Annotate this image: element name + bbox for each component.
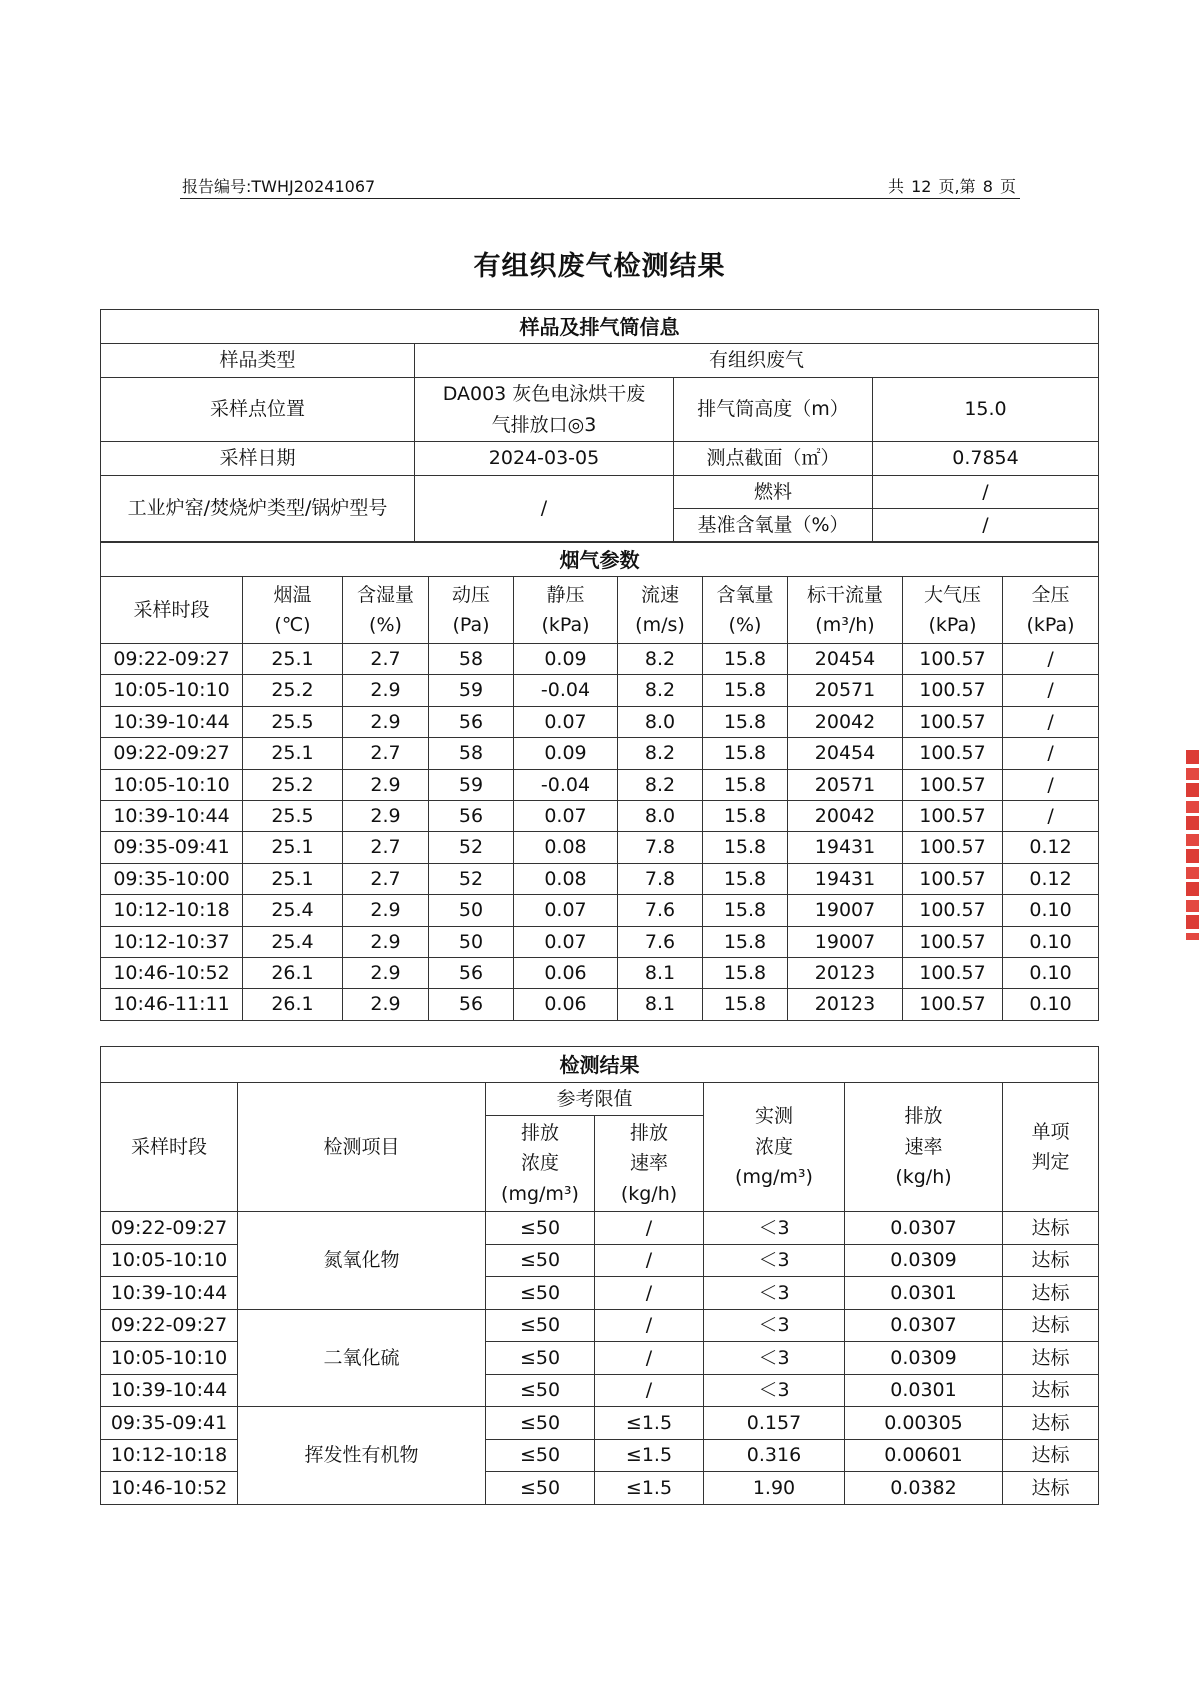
table-cell: 100.57 (903, 926, 1003, 957)
flue-gas-header-cell (788, 577, 903, 644)
table-cell: 0.0309 (845, 1244, 1003, 1277)
detection-item: 挥发性有机物 (238, 1407, 486, 1505)
table-cell: 58 (429, 644, 514, 675)
table-cell: 10:12-10:18 (101, 1439, 238, 1472)
header-name: 动压 (451, 583, 490, 606)
header-line: 浓度 (520, 1152, 559, 1175)
table-cell: 25.1 (243, 644, 343, 675)
table-cell: 25.5 (243, 800, 343, 831)
table-cell: 25.5 (243, 706, 343, 737)
table-cell: 7.8 (618, 832, 703, 863)
table-cell: 0.10 (1003, 926, 1099, 957)
table-cell: 09:22-09:27 (101, 1309, 238, 1342)
table-row (101, 832, 1099, 863)
table-cell: ≤50 (486, 1374, 595, 1407)
table-cell: 2.7 (343, 738, 429, 769)
table-cell: 0.157 (704, 1407, 845, 1440)
table-cell: 达标 (1003, 1277, 1099, 1310)
header-unit: (mg/m³) (735, 1166, 813, 1189)
table-row (101, 1212, 1099, 1245)
fuel-value: / (873, 476, 1099, 509)
table-cell: 09:35-09:41 (101, 1407, 238, 1440)
table-cell: 15.8 (703, 926, 788, 957)
table-cell: 达标 (1003, 1472, 1099, 1505)
table-cell: 0.0309 (845, 1342, 1003, 1375)
table-cell: 50 (429, 895, 514, 926)
table-cell: 0.10 (1003, 957, 1099, 988)
table-cell: 25.2 (243, 769, 343, 800)
table-cell: 0.09 (514, 738, 618, 769)
table-cell: -0.04 (514, 675, 618, 706)
results-section-title: 检测结果 (101, 1047, 1099, 1083)
table-cell: 15.8 (703, 957, 788, 988)
table-cell: 20571 (788, 675, 903, 706)
table-cell: 100.57 (903, 895, 1003, 926)
flue-gas-header-cell (429, 577, 514, 644)
table-row (101, 895, 1099, 926)
table-cell: 8.0 (618, 706, 703, 737)
table-cell: 52 (429, 863, 514, 894)
table-cell: 0.08 (514, 863, 618, 894)
table-cell: 59 (429, 769, 514, 800)
flue-gas-header-cell (243, 577, 343, 644)
table-cell: 7.6 (618, 926, 703, 957)
table-cell: 26.1 (243, 957, 343, 988)
flue-gas-section-title: 烟气参数 (101, 543, 1099, 577)
table-cell: 15.8 (703, 769, 788, 800)
table-cell: ≤50 (486, 1309, 595, 1342)
header-unit: (kPa) (1026, 614, 1075, 636)
results-header-reference-limit: 参考限值 (486, 1083, 704, 1116)
table-cell: 8.2 (618, 738, 703, 769)
header-line: 排放 (904, 1105, 943, 1128)
table-row (101, 1407, 1099, 1440)
table-cell: 0.0382 (845, 1472, 1003, 1505)
table-cell: 0.07 (514, 800, 618, 831)
header-unit: (kg/h) (895, 1166, 952, 1189)
table-cell: / (1003, 644, 1099, 675)
table-cell: 8.2 (618, 675, 703, 706)
table-cell: 19007 (788, 926, 903, 957)
header-unit: (Pa) (452, 614, 490, 636)
table-cell: 10:05-10:10 (101, 675, 243, 706)
table-cell: ≤50 (486, 1407, 595, 1440)
table-cell: 56 (429, 706, 514, 737)
header-line: 速率 (629, 1152, 668, 1175)
table-cell: 15.8 (703, 675, 788, 706)
table-row (101, 644, 1099, 675)
table-cell: 0.00601 (845, 1439, 1003, 1472)
table-cell: 10:46-11:11 (101, 989, 243, 1020)
table-cell: 100.57 (903, 644, 1003, 675)
table-cell: / (1003, 738, 1099, 769)
table-cell: 7.6 (618, 895, 703, 926)
stack-height-label: 排气筒高度（m） (674, 378, 873, 442)
table-row (101, 675, 1099, 706)
table-cell: ＜3 (704, 1374, 845, 1407)
results-body (101, 1212, 1099, 1505)
table-cell: ＜3 (704, 1342, 845, 1375)
table-cell: / (595, 1374, 704, 1407)
table-cell: 15.8 (703, 800, 788, 831)
flue-gas-body (101, 644, 1099, 1021)
table-cell: 15.8 (703, 989, 788, 1020)
results-header-time: 采样时段 (101, 1083, 238, 1212)
table-cell: 100.57 (903, 863, 1003, 894)
table-cell: / (1003, 800, 1099, 831)
table-cell: 2.9 (343, 706, 429, 737)
table-cell: 0.07 (514, 706, 618, 737)
table-cell: 10:12-10:18 (101, 895, 243, 926)
results-header-measured-conc (704, 1083, 845, 1212)
table-cell: 56 (429, 957, 514, 988)
table-cell: 100.57 (903, 832, 1003, 863)
table-cell: 09:35-10:00 (101, 863, 243, 894)
table-cell: 19431 (788, 863, 903, 894)
table-cell: 2.9 (343, 989, 429, 1020)
table-cell: 25.4 (243, 926, 343, 957)
table-row (101, 957, 1099, 988)
table-cell: 20123 (788, 989, 903, 1020)
table-cell: / (1003, 675, 1099, 706)
table-cell: 2.9 (343, 926, 429, 957)
page-title: 有组织废气检测结果 (473, 251, 726, 282)
table-cell: ≤50 (486, 1342, 595, 1375)
table-cell: ≤50 (486, 1439, 595, 1472)
table-cell: ≤50 (486, 1212, 595, 1245)
table-cell: 25.1 (243, 738, 343, 769)
header-name: 流速 (640, 583, 679, 606)
table-cell: 15.8 (703, 706, 788, 737)
header-unit: (%) (369, 614, 402, 636)
table-cell: 达标 (1003, 1342, 1099, 1375)
results-table (100, 1046, 1099, 1505)
header-name: 采样时段 (133, 598, 210, 621)
header-line: 排放 (520, 1121, 559, 1144)
flue-gas-header-cell (343, 577, 429, 644)
table-cell: 0.10 (1003, 895, 1099, 926)
table-cell: 19007 (788, 895, 903, 926)
table-row (101, 926, 1099, 957)
base-oxygen-value: / (873, 509, 1099, 542)
table-cell: 20123 (788, 957, 903, 988)
results-header-item: 检测项目 (238, 1083, 486, 1212)
table-cell: ＜3 (704, 1277, 845, 1310)
table-cell: 09:22-09:27 (101, 644, 243, 675)
table-cell: 09:22-09:27 (101, 738, 243, 769)
sampling-date-value: 2024-03-05 (415, 442, 674, 476)
table-cell: -0.04 (514, 769, 618, 800)
table-cell: 0.06 (514, 989, 618, 1020)
table-cell: 2.7 (343, 644, 429, 675)
header-name: 静压 (546, 583, 585, 606)
base-oxygen-label: 基准含氧量（%） (674, 509, 873, 542)
header-unit: (m³/h) (815, 614, 875, 636)
header-name: 含氧量 (716, 583, 774, 606)
location-value-line1: DA003 灰色电泳烘干废 (442, 383, 646, 406)
sample-type-value: 有组织废气 (415, 344, 1099, 378)
flue-gas-header-cell (1003, 577, 1099, 644)
table-cell: 10:39-10:44 (101, 706, 243, 737)
table-cell: / (595, 1277, 704, 1310)
table-cell: 10:46-10:52 (101, 957, 243, 988)
table-cell: 0.12 (1003, 832, 1099, 863)
table-cell: 100.57 (903, 769, 1003, 800)
section-area-value: 0.7854 (873, 442, 1099, 476)
table-cell: ≤50 (486, 1277, 595, 1310)
stack-height-value: 15.0 (873, 378, 1099, 442)
table-cell: 8.2 (618, 644, 703, 675)
table-cell: 10:05-10:10 (101, 1342, 238, 1375)
table-cell: 0.07 (514, 926, 618, 957)
table-cell: 52 (429, 832, 514, 863)
header-unit: (m/s) (635, 614, 685, 636)
table-row (101, 706, 1099, 737)
header-name: 烟温 (273, 583, 312, 606)
table-row (101, 989, 1099, 1020)
table-cell: 09:35-09:41 (101, 832, 243, 863)
header-line: 判定 (1031, 1151, 1070, 1173)
table-cell: 10:39-10:44 (101, 800, 243, 831)
table-cell: 0.10 (1003, 989, 1099, 1020)
table-cell: 达标 (1003, 1407, 1099, 1440)
table-cell: 0.12 (1003, 863, 1099, 894)
detection-item: 二氧化硫 (238, 1309, 486, 1407)
table-cell: 0.08 (514, 832, 618, 863)
table-cell: 0.316 (704, 1439, 845, 1472)
flue-gas-header-row (101, 577, 1099, 644)
table-cell: / (595, 1309, 704, 1342)
table-cell: / (595, 1244, 704, 1277)
table-cell: ≤1.5 (595, 1407, 704, 1440)
header-name: 大气压 (923, 583, 981, 606)
table-cell: 50 (429, 926, 514, 957)
report-number: 报告编号:TWHJ20241067 (182, 177, 376, 196)
table-cell: 10:12-10:37 (101, 926, 243, 957)
table-cell: 0.06 (514, 957, 618, 988)
header-name: 全压 (1031, 583, 1070, 606)
table-cell: 0.09 (514, 644, 618, 675)
table-cell: 8.2 (618, 769, 703, 800)
table-cell: / (1003, 769, 1099, 800)
table-cell: / (1003, 706, 1099, 737)
table-cell: 8.1 (618, 957, 703, 988)
header-unit: (kg/h) (620, 1182, 678, 1205)
results-header-emission-rate (845, 1083, 1003, 1212)
table-cell: 达标 (1003, 1439, 1099, 1472)
header-unit: (kPa) (928, 614, 977, 636)
table-cell: 15.8 (703, 644, 788, 675)
table-cell: 2.9 (343, 957, 429, 988)
table-cell: 2.9 (343, 800, 429, 831)
table-cell: 10:05-10:10 (101, 1244, 238, 1277)
table-cell: 8.0 (618, 800, 703, 831)
table-cell: 56 (429, 800, 514, 831)
table-cell: 09:22-09:27 (101, 1212, 238, 1245)
table-cell: 100.57 (903, 675, 1003, 706)
header-unit: (%) (728, 614, 762, 636)
results-header-limit-rate (595, 1116, 704, 1212)
sample-info-section-title: 样品及排气筒信息 (101, 310, 1099, 344)
header-unit: (℃) (274, 614, 311, 636)
table-cell: 10:46-10:52 (101, 1472, 238, 1505)
table-cell: 20042 (788, 800, 903, 831)
table-cell: 25.4 (243, 895, 343, 926)
table-cell: 20454 (788, 644, 903, 675)
location-value (415, 378, 674, 442)
flue-gas-header-cell (618, 577, 703, 644)
sampling-date-label: 采样日期 (101, 442, 415, 476)
table-cell: 15.8 (703, 832, 788, 863)
table-cell: ＜3 (704, 1244, 845, 1277)
table-cell: 0.0301 (845, 1374, 1003, 1407)
table-cell: 10:05-10:10 (101, 769, 243, 800)
header-unit: (mg/m³) (501, 1182, 579, 1205)
page-info: 共 12 页,第 8 页 (888, 177, 1016, 196)
section-area-label: 测点截面（㎡） (674, 442, 873, 476)
fuel-label: 燃料 (674, 476, 873, 509)
table-cell: 100.57 (903, 957, 1003, 988)
table-cell: 达标 (1003, 1374, 1099, 1407)
table-cell: ＜3 (704, 1309, 845, 1342)
table-cell: 20454 (788, 738, 903, 769)
table-cell: 25.2 (243, 675, 343, 706)
table-cell: 达标 (1003, 1244, 1099, 1277)
results-header-limit-conc (486, 1116, 595, 1212)
location-label: 采样点位置 (101, 378, 415, 442)
sample-type-label: 样品类型 (101, 344, 415, 378)
table-cell: ＜3 (704, 1212, 845, 1245)
header-line: 速率 (904, 1135, 943, 1158)
table-cell: 58 (429, 738, 514, 769)
flue-gas-header-cell (514, 577, 618, 644)
table-cell: 19431 (788, 832, 903, 863)
table-cell: 10:39-10:44 (101, 1374, 238, 1407)
table-cell: ≤1.5 (595, 1439, 704, 1472)
flue-gas-table (100, 542, 1099, 1021)
location-value-line2: 气排放口◎3 (491, 413, 597, 436)
table-cell: 26.1 (243, 989, 343, 1020)
table-cell: 8.1 (618, 989, 703, 1020)
furnace-type-value: / (415, 476, 674, 542)
header-line: 排放 (629, 1121, 668, 1144)
table-cell: 0.00305 (845, 1407, 1003, 1440)
table-cell: 0.0307 (845, 1212, 1003, 1245)
table-cell: 56 (429, 989, 514, 1020)
table-cell: ≤1.5 (595, 1472, 704, 1505)
table-cell: 100.57 (903, 800, 1003, 831)
detection-item: 氮氧化物 (238, 1212, 486, 1310)
table-cell: 25.1 (243, 832, 343, 863)
table-cell: 0.0307 (845, 1309, 1003, 1342)
table-cell: 2.9 (343, 895, 429, 926)
furnace-type-label: 工业炉窑/焚烧炉类型/锅炉型号 (101, 476, 415, 542)
header-line: 单项 (1031, 1120, 1070, 1143)
table-cell: ≤50 (486, 1472, 595, 1505)
header-line: 实测 (754, 1105, 793, 1128)
red-seal-stamp (1186, 750, 1199, 940)
table-row (101, 738, 1099, 769)
table-cell: 59 (429, 675, 514, 706)
table-cell: 100.57 (903, 738, 1003, 769)
table-cell: 15.8 (703, 738, 788, 769)
table-cell: 7.8 (618, 863, 703, 894)
flue-gas-header-cell (101, 577, 243, 644)
header-unit: (kPa) (541, 614, 590, 636)
table-cell: 达标 (1003, 1212, 1099, 1245)
table-cell: 100.57 (903, 706, 1003, 737)
table-cell: ≤50 (486, 1244, 595, 1277)
table-row (101, 1309, 1099, 1342)
table-cell: 15.8 (703, 863, 788, 894)
table-cell: 0.0301 (845, 1277, 1003, 1310)
flue-gas-header-cell (703, 577, 788, 644)
flue-gas-header-cell (903, 577, 1003, 644)
table-cell: 2.7 (343, 832, 429, 863)
header-line: 浓度 (754, 1135, 793, 1158)
results-header-judgement (1003, 1083, 1099, 1212)
table-cell: 100.57 (903, 989, 1003, 1020)
header-name: 含湿量 (356, 583, 414, 606)
table-cell: 1.90 (704, 1472, 845, 1505)
table-cell: 2.9 (343, 675, 429, 706)
table-row (101, 769, 1099, 800)
table-cell: 10:39-10:44 (101, 1277, 238, 1310)
table-cell: / (595, 1212, 704, 1245)
table-row (101, 800, 1099, 831)
table-cell: 20042 (788, 706, 903, 737)
table-cell: 2.7 (343, 863, 429, 894)
sample-info-table (100, 309, 1099, 542)
header-name: 标干流量 (806, 583, 883, 606)
table-cell: 15.8 (703, 895, 788, 926)
page-header (180, 172, 1020, 199)
table-cell: 25.1 (243, 863, 343, 894)
table-cell: 2.9 (343, 769, 429, 800)
table-cell: / (595, 1342, 704, 1375)
table-cell: 达标 (1003, 1309, 1099, 1342)
table-row (101, 863, 1099, 894)
table-cell: 0.07 (514, 895, 618, 926)
table-cell: 20571 (788, 769, 903, 800)
